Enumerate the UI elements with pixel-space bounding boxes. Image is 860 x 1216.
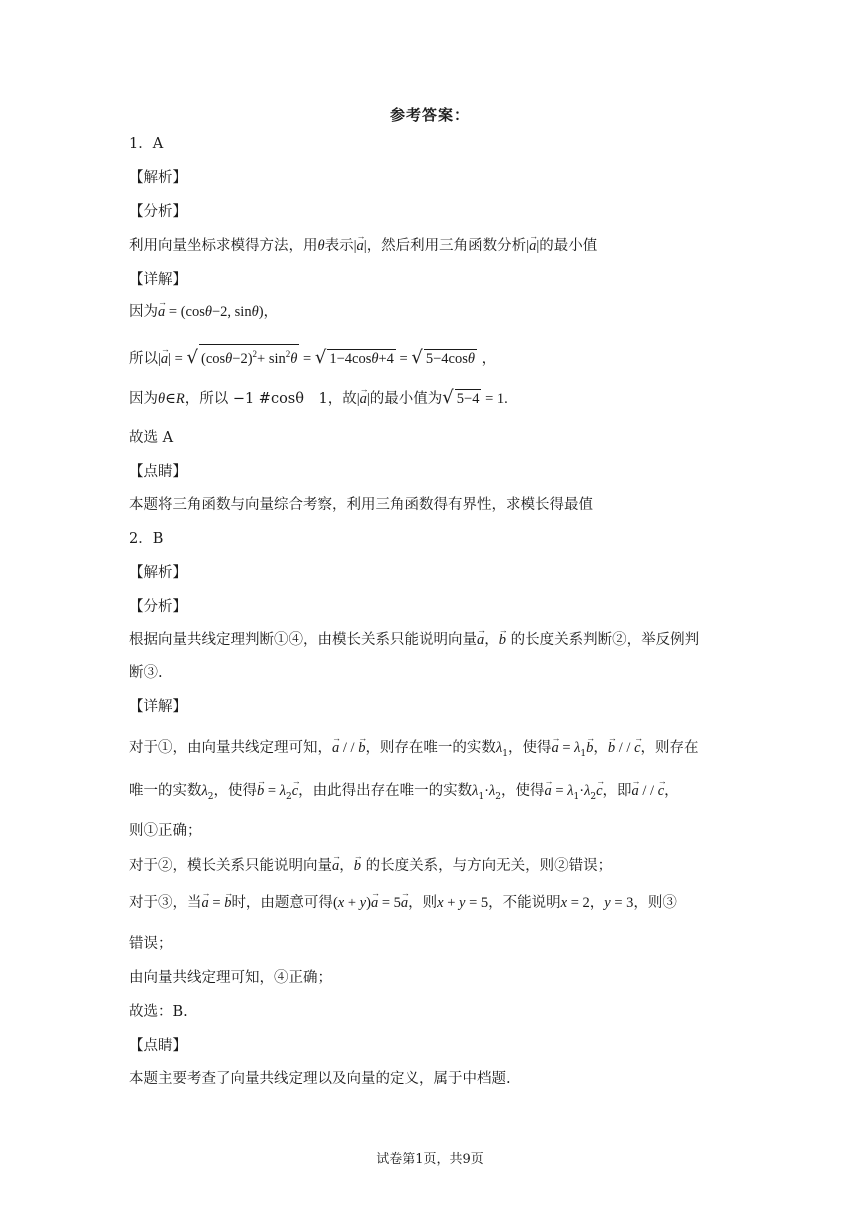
q1-step1: 因为→ a = (cosθ−2, sinθ)， <box>129 302 739 322</box>
q2-detail-p4: 对于②，模长关系只能说明向量→ a，→ b 的长度关系，与方向无关，则②错误； <box>129 856 739 876</box>
q1-step3: 因为θ∈R，所以 −1 #cosθ 1，故|→ a|的最小值为√ 5−4 = 1. <box>129 388 739 409</box>
page-footer: 试卷第1页，共9页 <box>376 1152 484 1167</box>
q2-detail-p1: 对于①，由向量共线定理可知，→ a / / → b，则存在唯一的实数$\lambda_1$，使得→ $a = \lambda_1\to b$，→ b / / → c，则存在 <box>129 738 739 764</box>
q1-step2: 所以|→ a| = √ $(\cos\theta-2)^2+ \sin^2\theta$ = √ 1−4cosθ+4 = √ 5−4cosθ ， <box>129 344 739 369</box>
q2-analysis-line1: 根据向量共线定理判断①④，由模长关系只能说明向量→ a，→ b 的长度关系判断②，举反例判 <box>129 630 739 650</box>
q2-xiangjie-heading: 【详解】 <box>129 699 187 715</box>
q2-comment: 本题主要考查了向量共线定理以及向量的定义，属于中档题. <box>129 1071 511 1087</box>
q2-detail-p5: 对于③，当→ a = → b时，由题意可得(x + y)→ a = 5→ a，则x + y = 5，不能说明x = 2，y = 3，则③ <box>129 893 739 913</box>
q1-comment: 本题将三角函数与向量综合考察，利用三角函数得有界性，求模长得最值 <box>129 497 593 513</box>
q2-detail-p3: 则①正确； <box>129 823 202 839</box>
q1-jiexi-heading: 【解析】 <box>129 170 187 186</box>
q2-detail-p6: 错误； <box>129 936 173 952</box>
q1-choice: 故选 A <box>129 430 174 446</box>
q2-analysis-line2: 断③. <box>129 665 163 681</box>
q2-detail-p7: 由向量共线定理可知，④正确； <box>129 970 332 986</box>
q2-jiexi-heading: 【解析】 <box>129 565 187 581</box>
q2-dianjing-heading: 【点睛】 <box>129 1038 187 1054</box>
page-title: 参考答案： <box>389 106 470 124</box>
q2-answer: 2．B <box>129 531 164 547</box>
q1-answer: 1．A <box>129 136 164 152</box>
q2-choice: 故选：B. <box>129 1004 188 1020</box>
q1-dianjing-heading: 【点睛】 <box>129 464 187 480</box>
q1-xiangjie-heading: 【详解】 <box>129 272 187 288</box>
q1-analysis: 利用向量坐标求模得方法，用θ表示|→ a|，然后利用三角函数分析|→ a|的最小值 <box>129 236 739 256</box>
q2-detail-p2: 唯一的实数$\lambda_2$，使得→ $b = \lambda_2\to c$，由此得出存在唯一的实数$\lambda_1\cdot\lambda_2$，使得→ $a = \lambda_1\cdot\lambda_2\to c$，即→ a / / → c， <box>129 781 739 807</box>
q2-fenxi-heading: 【分析】 <box>129 599 187 615</box>
q1-fenxi-heading: 【分析】 <box>129 204 187 220</box>
